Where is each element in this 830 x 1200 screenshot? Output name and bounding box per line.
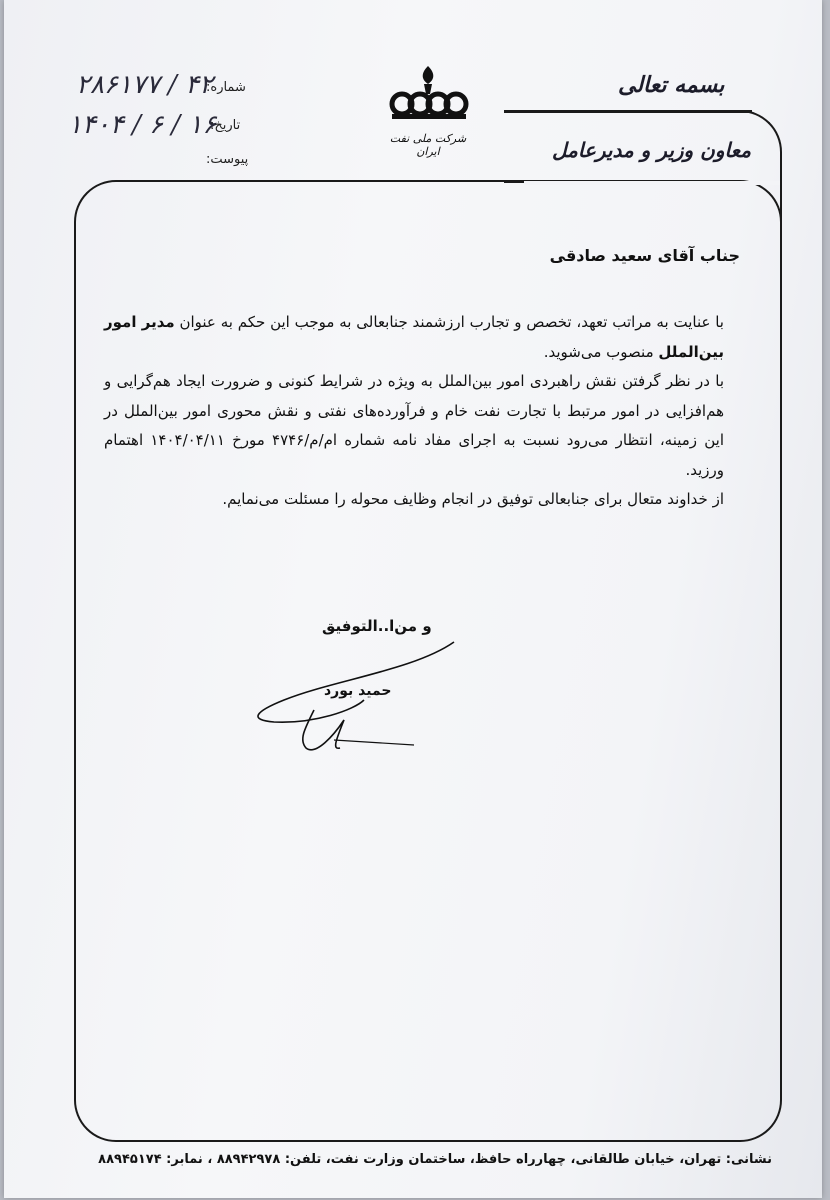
letter-body	[104, 308, 724, 515]
frame-header-tab	[504, 110, 782, 230]
office-heading: معاون وزیر و مدیرعامل	[552, 138, 751, 162]
addressee: جناب آقای سعید صادقی	[549, 246, 740, 265]
nioc-logo-icon	[380, 60, 476, 140]
appointed-position: مدیر امور بین‌الملل	[104, 313, 724, 361]
footer-address: نشانی: تهران، خیابان طالقانی، چهارراه حافظ، ساختمان وزارت نفت، تلفن: ۸۸۹۴۲۹۷۸ ، نمابر: ۸۸۹۴۵۱۷۴	[98, 1152, 772, 1167]
logo-caption: شرکت ملی نفت ایران	[389, 132, 467, 158]
letter-date-value: ۱۴۰۴ / ۶ / ۱۶	[68, 110, 217, 140]
letter-number-label: شماره:	[206, 80, 246, 95]
header-rule-step	[504, 180, 524, 183]
signer-name: حمید بورد	[324, 683, 392, 699]
invocation-heading: بسمه تعالی	[618, 72, 725, 98]
paragraph-duties: با در نظر گرفتن نقش راهبردی امور بین‌الملل به ویژه در شرایط کنونی و ضرورت ایجاد هم‌گرایی و هم‌افزایی در امور مرتبط با تجارت نفت خام و فرآورده‌های نفتی و نقش محوری امور بین‌الملل در این زمینه، انتظار می‌رود نسبت به اجرای مفاد نامه شماره ام/م/۴۷۴۶ مورخ ۱۴۰۴/۰۴/۱۱ اهتمام ورزید.	[104, 372, 724, 479]
letter-page	[4, 0, 822, 1198]
letter-attachment-label: پیوست:	[206, 152, 249, 167]
letter-number-value: ۲۸۶۱۷۷ / ۴۲	[76, 70, 214, 100]
frame-top-cover	[524, 181, 780, 185]
closing-phrase: و من‌ا..‌التوفیق	[322, 617, 432, 635]
paragraph-appointment: با عنایت به مراتب تعهد، تخصص و تجارب ارزشمند جنابعالی به موجب این حکم به عنوان مدیر امور بین‌الملل منصوب می‌شوید.	[104, 313, 724, 361]
letter-date-label: تاریخ:	[210, 118, 241, 133]
signature-graphic	[244, 640, 484, 760]
paragraph-wishes: از خداوند متعال برای جنابعالی توفیق در انجام وظایف محوله را مسئلت می‌نمایم.	[222, 490, 724, 508]
